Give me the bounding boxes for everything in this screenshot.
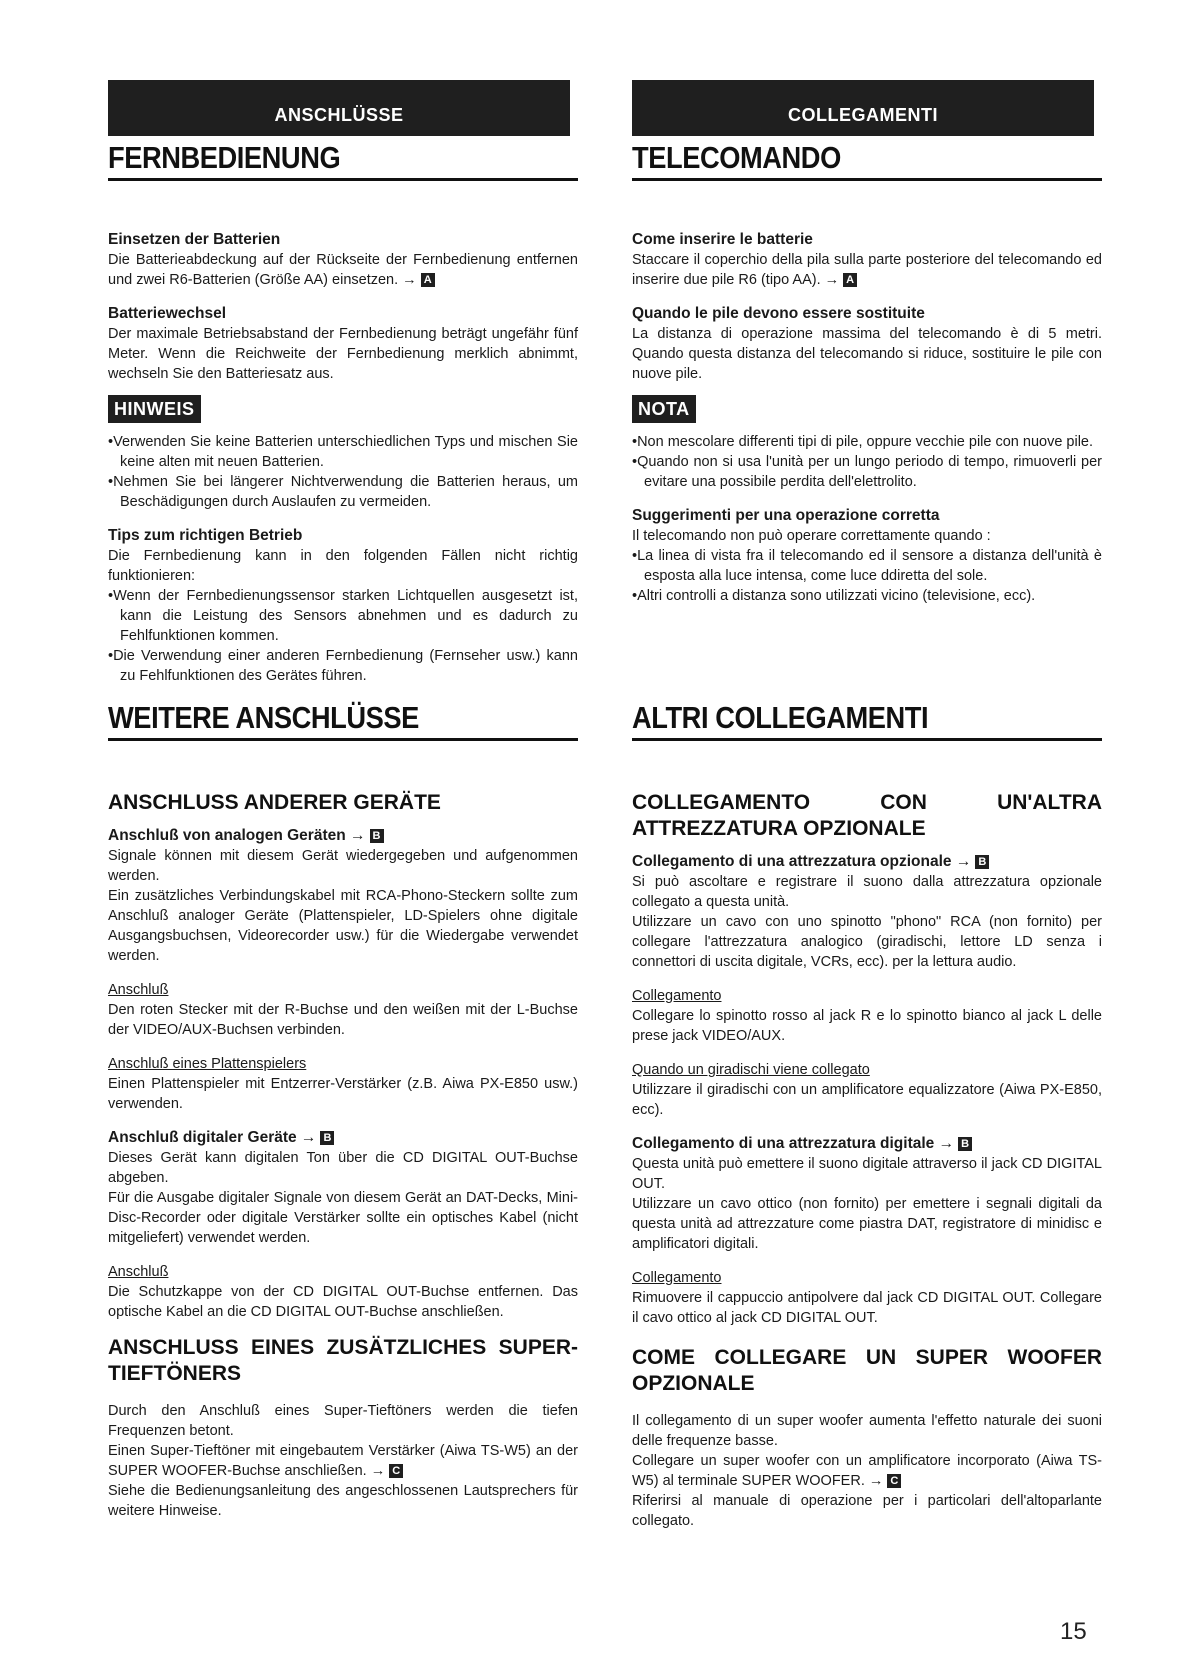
note-item-1-it: • Non mescolare differenti tipi di pile, oppure vecchie pile con nuove pile. <box>632 432 1102 452</box>
connection-text-2: Die Schutzkappe von der CD DIGITAL OUT-Buchse entfernen. Das optische Kabel an die CD DIGITAL OUT-Buchse anschließen. <box>108 1284 578 1320</box>
section-bar-collegamenti: COLLEGAMENTI <box>632 80 1094 136</box>
batteries-heading-it: Come inserire le batterie <box>632 231 813 248</box>
note-item-2: • Nehmen Sie bei längerer Nichtverwendung die Batterien heraus, um Beschädigungen durch Auslaufen zu vermeiden. <box>108 472 578 512</box>
connection-subheading-2: Anschluß <box>108 1264 169 1280</box>
notes-block <box>108 432 578 686</box>
tips-item-1: • Wenn der Fernbedienungssensor starken Lichtquellen ausgesetzt ist, kann die Leistung des Sensors abnehmen und es dadurch zu Fehlfunktionen kommen. <box>108 586 578 646</box>
other-devices-block <box>108 790 578 1322</box>
figure-ref-a: A <box>421 273 435 287</box>
note-badge: HINWEIS <box>108 395 201 423</box>
other-devices-heading-it: COLLEGAMENTO CON UN'ALTRA ATTREZZATURA OPZIONALE <box>632 791 1102 840</box>
connection-text-2-it: Rimuovere il cappuccio antipolvere dal jack CD DIGITAL OUT. Collegare il cavo ottico al jack CD DIGITAL OUT. <box>632 1290 1102 1326</box>
figure-ref-c: C <box>389 1464 403 1478</box>
digital-text-2-it: Utilizzare un cavo ottico (non fornito) per emettere i segnali digitali da questa unità ad attrezzature come piastra DAT, registratore di minidisc e amplificatori digitali. <box>632 1196 1102 1252</box>
subwoofer-heading: ANSCHLUSS EINES ZUSÄTZLICHES SUPER-TIEFTÖNERS <box>108 1336 578 1385</box>
tips-heading: Tips zum richtigen Betrieb <box>108 527 303 544</box>
digital-heading-it: Collegamento di una attrezzatura digitale → <box>632 1135 955 1152</box>
analog-text-1: Signale können mit diesem Gerät wiedergegeben und aufgenommen werden. <box>108 848 578 884</box>
figure-ref-b-2-it: B <box>958 1137 972 1151</box>
digital-text-1: Dieses Gerät kann digitalen Ton über die CD DIGITAL OUT-Buchse abgeben. <box>108 1150 578 1186</box>
subwoofer-text-3-it: Riferirsi al manuale di operazione per i particolari dell'altoparlante collegato. <box>632 1493 1102 1529</box>
turntable-subheading-it: Quando un giradischi viene collegato <box>632 1062 870 1078</box>
connection-subheading-2-it: Collegamento <box>632 1270 722 1286</box>
connection-subheading: Anschluß <box>108 982 169 998</box>
batteries-block-it <box>632 230 1102 384</box>
connection-text-it: Collegare lo spinotto rosso al jack R e lo spinotto bianco al jack L delle prese jack VIDEO/AUX. <box>632 1008 1102 1044</box>
tips-item-2-it: • Altri controlli a distanza sono utilizzati vicino (televisione, ecc). <box>632 586 1102 606</box>
title-rule <box>108 178 578 181</box>
other-devices-block-it <box>632 790 1102 1328</box>
tips-item-2: • Die Verwendung einer anderen Fernbedienung (Fernseher usw.) kann zu Fehlfunktionen des Gerätes führen. <box>108 646 578 686</box>
title-telecomando: TELECOMANDO <box>632 140 841 175</box>
figure-ref-b-2: B <box>320 1131 334 1145</box>
turntable-text-it: Utilizzare il giradischi con un amplificatore equalizzatore (Aiwa PX-E850, ecc). <box>632 1082 1102 1118</box>
tips-heading-it: Suggerimenti per una operazione corretta <box>632 507 940 524</box>
figure-ref-b-it: B <box>975 855 989 869</box>
notes-block-it <box>632 432 1102 606</box>
figure-ref-a-it: A <box>843 273 857 287</box>
page-number: 15 <box>1060 1618 1087 1645</box>
battery-change-text: Der maximale Betriebsabstand der Fernbedienung beträgt ungefähr fünf Meter. Wenn die Reichweite der Fernbedienung merklich abnimmt, wechseln Sie den Batteriesatz aus. <box>108 326 578 382</box>
digital-heading: Anschluß digitaler Geräte → <box>108 1129 317 1146</box>
title-rule-right-2 <box>632 738 1102 741</box>
title-weitere-anschlusse: WEITERE ANSCHLÜSSE <box>108 700 419 735</box>
tips-text-it: Il telecomando non può operare correttamente quando : <box>632 528 991 544</box>
battery-change-text-it: La distanza di operazione massima del telecomando è di 5 metri. Quando questa distanza del telecomando si riduce, sostituire le pile con nuove pile. <box>632 326 1102 382</box>
other-devices-heading: ANSCHLUSS ANDERER GERÄTE <box>108 791 441 814</box>
analog-text-2-it: Utilizzare un cavo con uno spinotto "phono" RCA (non fornito) per collegare l'attrezzatura analogico (giradischi, lettore LD senza i connettori di uscita digitale, VCRs, ecc). per la lettura audio. <box>632 914 1102 970</box>
turntable-subheading: Anschluß eines Plattenspielers <box>108 1056 307 1072</box>
batteries-block <box>108 230 578 384</box>
analog-text-1-it: Si può ascoltare e registrare il suono dalla attrezzatura opzionale collegato a questa unità. <box>632 874 1102 910</box>
batteries-text: Die Batterieabdeckung auf der Rückseite der Fernbedienung entfernen und zwei R6-Batterien (Größe AA) einsetzen. → <box>108 252 578 288</box>
title-rule-2 <box>108 738 578 741</box>
batteries-heading: Einsetzen der Batterien <box>108 231 281 248</box>
figure-ref-c-it: C <box>887 1474 901 1488</box>
battery-change-heading: Batteriewechsel <box>108 305 227 322</box>
subwoofer-text-1: Durch den Anschluß eines Super-Tieftöners werden die tiefen Frequenzen betont. <box>108 1403 578 1439</box>
tips-item-1-it: • La linea di vista fra il telecomando ed il sensore a distanza dell'unità è esposta alla luce intensa, come luce ddiretta del sole. <box>632 546 1102 586</box>
digital-text-1-it: Questa unità può emettere il suono digitale attraverso il jack CD DIGITAL OUT. <box>632 1156 1102 1192</box>
analog-text-2: Ein zusätzliches Verbindungskabel mit RCA-Phono-Steckern sollte zum Anschluß analoger Geräte (Plattenspieler, LD-Spielers ohne digitale Ausgangsbuchsen, Videorecorder usw.) für die Wiedergabe verwendet werden. <box>108 888 578 964</box>
subwoofer-block-it <box>632 1345 1102 1531</box>
subwoofer-text-3: Siehe die Bedienungsanleitung des angeschlossenen Lautsprechers für weitere Hinweise. <box>108 1483 578 1519</box>
digital-text-2: Für die Ausgabe digitaler Signale von diesem Gerät an DAT-Decks, Mini-Disc-Recorder oder digitale Verstärker sollte ein optisches Kabel (nicht mitgeliefert) verwendet werden. <box>108 1190 578 1246</box>
section-bar-anschlusse: ANSCHLÜSSE <box>108 80 570 136</box>
subwoofer-heading-it: COME COLLEGARE UN SUPER WOOFER OPZIONALE <box>632 1346 1102 1395</box>
analog-heading: Anschluß von analogen Geräten → <box>108 827 366 844</box>
note-badge-it: NOTA <box>632 395 696 423</box>
title-fernbedienung: FERNBEDIENUNG <box>108 140 341 175</box>
note-item-1: • Verwenden Sie keine Batterien unterschiedlichen Typs und mischen Sie keine alten mit neuen Batterien. <box>108 432 578 472</box>
batteries-text-it: Staccare il coperchio della pila sulla parte posteriore del telecomando ed inserire due pile R6 (tipo AA). → <box>632 252 1102 288</box>
title-altri-collegamenti: ALTRI COLLEGAMENTI <box>632 700 929 735</box>
connection-subheading-it: Collegamento <box>632 988 722 1004</box>
title-rule-right <box>632 178 1102 181</box>
figure-ref-b: B <box>370 829 384 843</box>
subwoofer-text-2: Einen Super-Tieftöner mit eingebautem Verstärker (Aiwa TS-W5) an der SUPER WOOFER-Buchse anschließen. → <box>108 1443 578 1479</box>
note-item-2-it: • Quando non si usa l'unità per un lungo periodo di tempo, rimuoverli per evitare una possibile perdita dell'elettrolito. <box>632 452 1102 492</box>
subwoofer-text-2-it: Collegare un super woofer con un amplificatore incorporato (Aiwa TS-W5) al terminale SUPER WOOFER. → <box>632 1453 1102 1489</box>
connection-text: Den roten Stecker mit der R-Buchse und den weißen mit der L-Buchse der VIDEO/AUX-Buchsen verbinden. <box>108 1002 578 1038</box>
analog-heading-it: Collegamento di una attrezzatura opzionale → <box>632 853 972 870</box>
battery-change-heading-it: Quando le pile devono essere sostituite <box>632 305 925 322</box>
subwoofer-text-1-it: Il collegamento di un super woofer aumenta l'effetto naturale dei suoni delle frequenze basse. <box>632 1413 1102 1449</box>
tips-text: Die Fernbedienung kann in den folgenden Fällen nicht richtig funktionieren: <box>108 548 578 584</box>
turntable-text: Einen Plattenspieler mit Entzerrer-Verstärker (z.B. Aiwa PX-E850 usw.) verwenden. <box>108 1076 578 1112</box>
subwoofer-block <box>108 1335 578 1521</box>
